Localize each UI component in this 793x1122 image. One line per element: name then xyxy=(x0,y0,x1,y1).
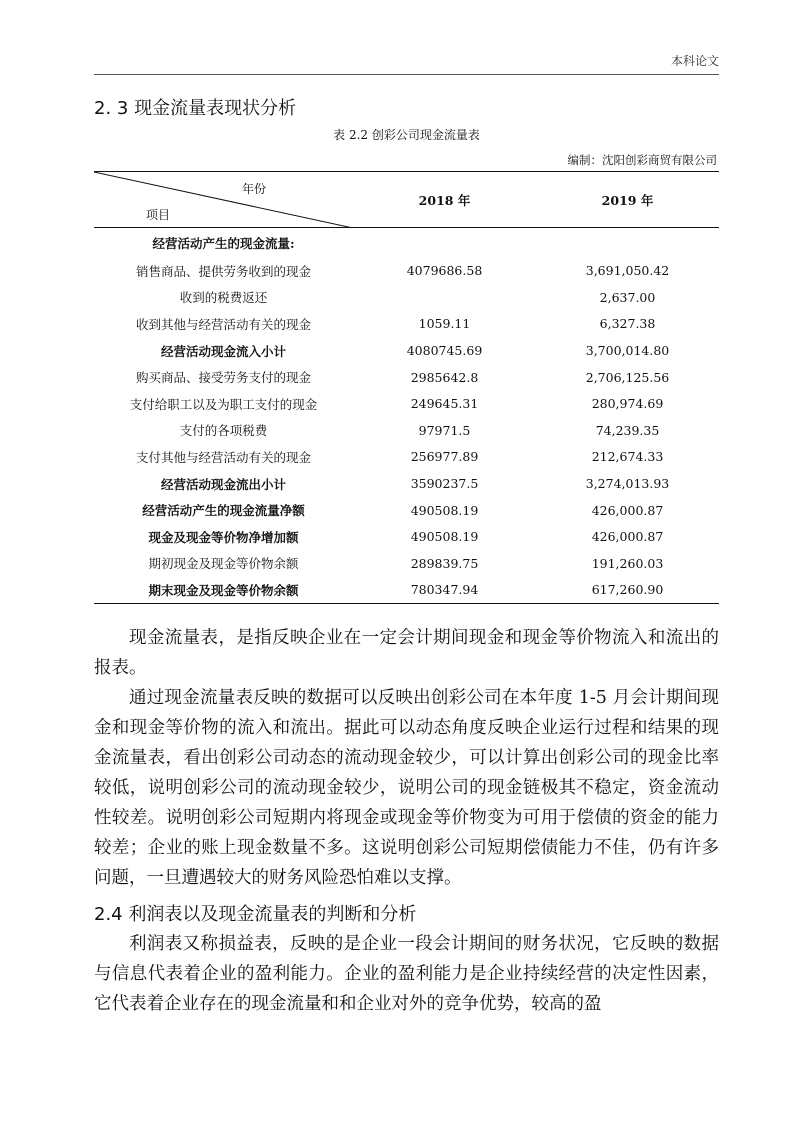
row-value-2018: 249645.31 xyxy=(410,396,479,412)
row-value-2018: 256977.89 xyxy=(410,449,479,465)
table-row xyxy=(94,258,719,285)
row-item: 支付给职工以及为职工支付的现金 xyxy=(129,396,318,412)
row-value-2019: 6,327.38 xyxy=(599,316,656,332)
row-value-2019: 2,637.00 xyxy=(599,289,656,305)
row-value-2019: 3,700,014.80 xyxy=(585,343,670,359)
paragraph-income-statement: 利润表又称损益表，反映的是企业一段会计期间的财务状况，它反映的数据与信息代表着企业的盈利能力。企业的盈利能力是企业持续经营的决定性因素，它代表着企业存在的现金流量和和企业对外的竞争优势，较高的盈 xyxy=(94,934,719,1014)
row-value-2019 xyxy=(536,228,719,258)
row-value-2019: 2,706,125.56 xyxy=(585,369,670,385)
table-header-row xyxy=(94,172,719,228)
table-caption: 表 2.2 创彩公司现金流量表 xyxy=(333,128,480,142)
header-year-label: 年份 xyxy=(242,182,267,196)
row-value-2019: 3,274,013.93 xyxy=(585,476,670,492)
row-item: 现金及现金等价物净增加额 xyxy=(148,529,299,545)
row-value-2018: 4079686.58 xyxy=(406,263,483,279)
table-row xyxy=(94,284,719,311)
row-value-2018: 3590237.5 xyxy=(410,476,479,492)
paragraph-cash-flow-analysis: 通过现金流量表反映的数据可以反映出创彩公司在本年度 1-5 月会计期间现金和现金等价物的流入和流出。据此可以动态角度反映企业运行过程和结果的现金流量表，看出创彩公司动态的流动现金较少，可以计算出创彩公司的现金比率较低，说明创彩公司的流动现金较少，说明公司的现金链极其不稳定，资金流动性较差。说明创彩公司短期内将现金或现金等价物变为可用于偿债的资金的能力较差；企业的账上现金数量不多。这说明创彩公司短期偿债能力不佳，仍有许多问题，一旦遭遇较大的财务风险恐怕难以支撑。 xyxy=(94,688,719,888)
row-value-2019: 212,674.33 xyxy=(591,449,664,465)
row-value-2018: 1059.11 xyxy=(418,316,471,332)
row-value-2019: 191,260.03 xyxy=(591,555,664,571)
row-item: 支付其他与经营活动有关的现金 xyxy=(135,449,311,465)
table-row xyxy=(94,311,719,338)
row-item: 期末现金及现金等价物余额 xyxy=(94,577,353,604)
row-value-2018: 490508.19 xyxy=(410,529,479,545)
table-row xyxy=(94,390,719,417)
diagonal-header-cell xyxy=(94,172,353,228)
row-item: 经营活动现金流入小计 xyxy=(160,343,286,359)
table-row xyxy=(94,497,719,524)
table-row xyxy=(94,364,719,391)
header-item-label: 项目 xyxy=(146,208,171,222)
table-row xyxy=(94,444,719,471)
table-row xyxy=(94,577,719,604)
row-item: 收到其他与经营活动有关的现金 xyxy=(135,316,311,332)
row-value-2019: 426,000.87 xyxy=(591,502,664,518)
row-item: 经营活动产生的现金流量净额 xyxy=(142,503,305,519)
row-item: 期初现金及现金等价物余额 xyxy=(148,556,299,572)
table-row xyxy=(94,470,719,497)
row-value-2018: 490508.19 xyxy=(410,502,479,518)
section-heading-2-4: 2.4 利润表以及现金流量表的判断和分析 xyxy=(94,904,417,925)
row-value-2018: 97971.5 xyxy=(418,422,471,438)
table-row xyxy=(94,228,719,258)
row-item: 销售商品、提供劳务收到的现金 xyxy=(135,263,311,279)
row-value-2019: 426,000.87 xyxy=(591,529,664,545)
table-row xyxy=(94,523,719,550)
table-row xyxy=(94,417,719,444)
row-value-2019: 74,239.35 xyxy=(595,422,660,438)
page-header: 本科论文 xyxy=(670,54,719,68)
row-item: 支付的各项税费 xyxy=(179,423,268,439)
column-header-2018: 2018 年 xyxy=(353,172,536,228)
row-value-2018: 4080745.69 xyxy=(406,343,483,359)
row-value-2018 xyxy=(353,228,536,258)
header-rule xyxy=(94,74,719,75)
cash-flow-table xyxy=(94,171,719,604)
row-value-2018: 289839.75 xyxy=(410,555,479,571)
section-heading-2-3: 2. 3 现金流量表现状分析 xyxy=(94,98,297,119)
row-value-2018: 2985642.8 xyxy=(410,369,479,385)
table-row xyxy=(94,337,719,364)
row-value-2019: 280,974.69 xyxy=(591,396,664,412)
row-value-2018 xyxy=(353,284,536,311)
row-item: 经营活动现金流出小计 xyxy=(160,476,286,492)
table-row xyxy=(94,550,719,577)
row-value-2019: 3,691,050.42 xyxy=(585,263,670,279)
row-item: 购买商品、接受劳务支付的现金 xyxy=(135,370,311,386)
row-value-2018: 780347.94 xyxy=(353,577,536,604)
table-compiler: 编制：沈阳创彩商贸有限公司 xyxy=(567,153,717,167)
row-value-2019: 617,260.90 xyxy=(536,577,719,604)
row-item: 收到的税费返还 xyxy=(179,290,268,306)
diagonal-line xyxy=(94,172,353,228)
row-item: 经营活动产生的现金流量: xyxy=(152,235,295,251)
paragraph-cash-flow-definition: 现金流量表，是指反映企业在一定会计期间现金和现金等价物流入和流出的报表。 xyxy=(94,628,719,678)
column-header-2019: 2019 年 xyxy=(536,172,719,228)
